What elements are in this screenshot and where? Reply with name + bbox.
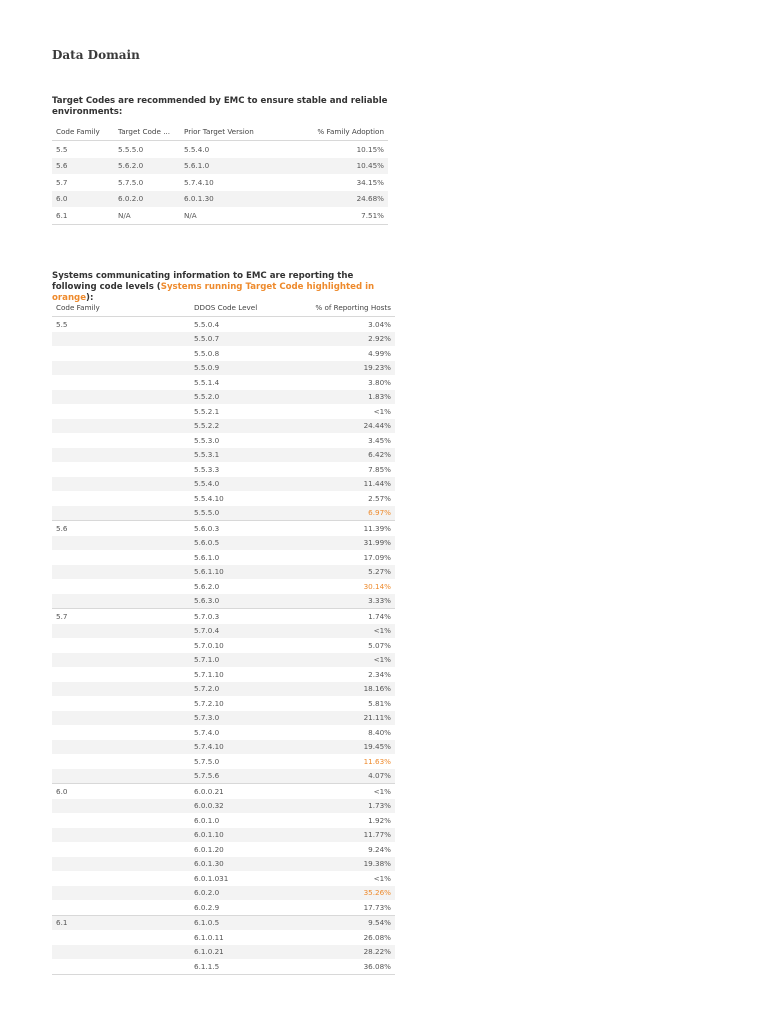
cell-ddos-code-level: 5.5.0.8 xyxy=(194,348,220,358)
cell-reporting-hosts: 17.09% xyxy=(363,552,391,562)
cell-code-family xyxy=(52,653,190,668)
table-row xyxy=(52,565,395,580)
cell-reporting-hosts: 5.07% xyxy=(368,640,391,650)
cell-family-adoption: 34.15% xyxy=(356,177,384,187)
cell-reporting-hosts-target: 11.63% xyxy=(363,756,391,766)
cell-reporting-hosts: 5.81% xyxy=(368,698,391,708)
cell-code-family xyxy=(52,594,190,609)
cell-ddos-code-level: 5.7.4.10 xyxy=(194,742,224,752)
cell-code-family: 5.7 xyxy=(52,609,190,624)
cell-reporting-hosts: 7.85% xyxy=(368,464,391,474)
cell-ddos-code-level: 5.7.4.0 xyxy=(194,727,220,737)
table-row xyxy=(52,682,395,697)
cell-ddos-code-level: 5.7.3.0 xyxy=(194,713,220,723)
cell-ddos-code-level: 5.7.2.10 xyxy=(194,698,224,708)
cell-reporting-hosts: 11.39% xyxy=(288,521,395,536)
cell-reporting-hosts: 1.83% xyxy=(368,392,391,402)
cell-ddos-code-level: 5.7.0.3 xyxy=(190,609,288,624)
cell-reporting-hosts-target: 35.26% xyxy=(363,888,391,898)
cell-code-family xyxy=(52,725,190,740)
table-row xyxy=(52,419,395,434)
cell-ddos-code-level: 5.5.4.0 xyxy=(194,479,220,489)
cell-ddos-code-level: 5.7.0.10 xyxy=(194,640,224,650)
reporting-heading-suffix: ): xyxy=(86,293,94,303)
cell-prior-target-version: 5.5.4.0 xyxy=(184,144,210,154)
target-codes-table xyxy=(52,123,388,225)
reporting-hosts-table xyxy=(52,298,395,975)
cell-ddos-code-level: 6.0.0.21 xyxy=(190,784,288,799)
cell-ddos-code-level: 5.7.1.0 xyxy=(194,655,220,665)
cell-code-family xyxy=(52,711,190,726)
table-row xyxy=(52,609,395,624)
reporting-heading-prefix: Systems communicating information to EMC are reporting the following code levels ( xyxy=(52,271,354,292)
table-row xyxy=(52,491,395,506)
cell-code-family xyxy=(52,419,190,434)
cell-ddos-code-level: 5.5.5.0 xyxy=(194,508,220,518)
table-row xyxy=(52,594,395,609)
target-codes-heading: Target Codes are recommended by EMC to ensure stable and reliable environments: xyxy=(52,96,388,117)
cell-code-family xyxy=(52,579,190,594)
cell-target-code: 5.6.2.0 xyxy=(118,161,144,171)
table-row xyxy=(52,857,395,872)
column-header-code-family: Code Family xyxy=(52,298,190,317)
table-row xyxy=(52,506,395,521)
cell-ddos-code-level: 6.1.0.21 xyxy=(194,947,224,957)
cell-ddos-code-level: 6.0.1.0 xyxy=(194,815,220,825)
table-row xyxy=(52,477,395,492)
cell-reporting-hosts: 3.80% xyxy=(368,377,391,387)
cell-reporting-hosts: 4.07% xyxy=(368,771,391,781)
cell-reporting-hosts: 18.16% xyxy=(363,684,391,694)
cell-reporting-hosts: 6.42% xyxy=(368,450,391,460)
table-header-row xyxy=(52,298,395,317)
cell-code-family xyxy=(52,900,190,915)
reporting-heading-highlight: Systems running Target Code highlighted in orange xyxy=(52,282,375,303)
cell-ddos-code-level: 5.5.2.0 xyxy=(194,392,220,402)
table-row xyxy=(52,207,388,224)
table-row xyxy=(52,317,395,332)
cell-reporting-hosts: 19.38% xyxy=(363,859,391,869)
table-row xyxy=(52,375,395,390)
cell-code-family xyxy=(52,550,190,565)
cell-reporting-hosts: 26.08% xyxy=(363,932,391,942)
table-row xyxy=(52,653,395,668)
cell-reporting-hosts: 9.54% xyxy=(288,915,395,930)
cell-reporting-hosts: 1.73% xyxy=(368,801,391,811)
table-row xyxy=(52,624,395,639)
cell-code-family: 5.7 xyxy=(56,177,68,187)
cell-ddos-code-level: 5.5.3.3 xyxy=(194,464,220,474)
table-row xyxy=(52,799,395,814)
cell-code-family xyxy=(52,871,190,886)
table-row xyxy=(52,871,395,886)
cell-code-family: 6.0 xyxy=(52,784,190,799)
cell-code-family xyxy=(52,332,190,347)
cell-code-family xyxy=(52,565,190,580)
column-header-family-adoption: % Family Adoption xyxy=(298,123,388,141)
cell-reporting-hosts: 31.99% xyxy=(363,538,391,548)
cell-code-family: 6.0 xyxy=(56,194,68,204)
cell-code-family xyxy=(52,491,190,506)
cell-ddos-code-level: 5.5.0.9 xyxy=(194,363,220,373)
cell-code-family xyxy=(52,769,190,784)
table-row xyxy=(52,754,395,769)
cell-reporting-hosts: 11.44% xyxy=(363,479,391,489)
cell-code-family xyxy=(52,945,190,960)
cell-reporting-hosts: 5.27% xyxy=(368,567,391,577)
table-row xyxy=(52,638,395,653)
cell-code-family: 5.5 xyxy=(56,144,68,154)
cell-code-family xyxy=(52,740,190,755)
cell-code-family xyxy=(52,361,190,376)
cell-ddos-code-level: 6.0.1.20 xyxy=(194,844,224,854)
cell-ddos-code-level: 5.6.0.5 xyxy=(194,538,220,548)
cell-reporting-hosts: <1% xyxy=(373,626,391,636)
cell-reporting-hosts: 3.45% xyxy=(368,435,391,445)
cell-reporting-hosts: 11.77% xyxy=(363,830,391,840)
column-header-prior-target-version: Prior Target Version xyxy=(180,123,298,141)
cell-target-code: 6.0.2.0 xyxy=(118,194,144,204)
table-row xyxy=(52,945,395,960)
table-row xyxy=(52,174,388,191)
cell-code-family xyxy=(52,448,190,463)
cell-code-family xyxy=(52,404,190,419)
cell-code-family xyxy=(52,682,190,697)
table-row xyxy=(52,696,395,711)
cell-reporting-hosts: 9.24% xyxy=(368,844,391,854)
cell-code-family xyxy=(52,536,190,551)
table-row xyxy=(52,462,395,477)
cell-ddos-code-level: 6.0.2.0 xyxy=(194,888,220,898)
table-row xyxy=(52,667,395,682)
page-title: Data Domain xyxy=(52,48,140,62)
cell-code-family xyxy=(52,346,190,361)
table-row xyxy=(52,769,395,784)
cell-code-family xyxy=(52,959,190,974)
table-row xyxy=(52,550,395,565)
cell-reporting-hosts: 8.40% xyxy=(368,727,391,737)
cell-reporting-hosts: 1.74% xyxy=(288,609,395,624)
table-row xyxy=(52,390,395,405)
cell-prior-target-version: 5.6.1.0 xyxy=(184,161,210,171)
cell-ddos-code-level: 6.0.1.10 xyxy=(194,830,224,840)
cell-ddos-code-level: 5.7.2.0 xyxy=(194,684,220,694)
table-row xyxy=(52,784,395,799)
cell-ddos-code-level: 6.1.1.5 xyxy=(190,959,288,974)
cell-reporting-hosts: 19.23% xyxy=(363,363,391,373)
cell-ddos-code-level: 6.0.2.9 xyxy=(194,902,220,912)
cell-reporting-hosts: <1% xyxy=(373,655,391,665)
table-row xyxy=(52,536,395,551)
cell-ddos-code-level: 5.7.5.0 xyxy=(194,756,220,766)
cell-ddos-code-level: 5.7.1.10 xyxy=(194,669,224,679)
cell-ddos-code-level: 5.5.4.10 xyxy=(194,493,224,503)
cell-code-family: 6.1 xyxy=(52,915,190,930)
cell-reporting-hosts-target: 30.14% xyxy=(363,581,391,591)
cell-code-family xyxy=(52,667,190,682)
cell-family-adoption: 10.15% xyxy=(356,144,384,154)
cell-reporting-hosts: 19.45% xyxy=(363,742,391,752)
cell-prior-target-version: 6.0.1.30 xyxy=(184,194,214,204)
cell-prior-target-version: N/A xyxy=(180,207,298,224)
cell-ddos-code-level: 5.7.0.4 xyxy=(194,626,220,636)
cell-code-family xyxy=(52,462,190,477)
cell-reporting-hosts: 3.04% xyxy=(288,317,395,332)
table-row xyxy=(52,886,395,901)
cell-code-family xyxy=(52,857,190,872)
table-row xyxy=(52,332,395,347)
cell-reporting-hosts: <1% xyxy=(288,784,395,799)
cell-ddos-code-level: 5.5.0.4 xyxy=(190,317,288,332)
cell-ddos-code-level: 5.6.0.3 xyxy=(190,521,288,536)
cell-ddos-code-level: 5.6.3.0 xyxy=(194,596,220,606)
cell-reporting-hosts: 2.34% xyxy=(368,669,391,679)
cell-ddos-code-level: 6.1.0.5 xyxy=(190,915,288,930)
cell-target-code: N/A xyxy=(114,207,180,224)
cell-target-code: 5.5.5.0 xyxy=(118,144,144,154)
cell-ddos-code-level: 5.5.3.1 xyxy=(194,450,220,460)
cell-code-family xyxy=(52,477,190,492)
column-header-reporting-hosts: % of Reporting Hosts xyxy=(288,298,395,317)
cell-code-family xyxy=(52,842,190,857)
cell-ddos-code-level: 6.0.1.30 xyxy=(194,859,224,869)
cell-family-adoption: 7.51% xyxy=(298,207,388,224)
cell-code-family: 6.1 xyxy=(52,207,114,224)
cell-reporting-hosts: 24.44% xyxy=(363,421,391,431)
cell-reporting-hosts: 1.92% xyxy=(368,815,391,825)
column-header-target-code: Target Code ... xyxy=(114,123,180,141)
cell-code-family xyxy=(52,624,190,639)
cell-reporting-hosts: 4.99% xyxy=(368,348,391,358)
cell-code-family xyxy=(52,754,190,769)
cell-code-family: 5.6 xyxy=(52,521,190,536)
cell-ddos-code-level: 5.6.1.0 xyxy=(194,552,220,562)
cell-code-family xyxy=(52,696,190,711)
cell-reporting-hosts: 28.22% xyxy=(363,947,391,957)
cell-ddos-code-level: 5.5.0.7 xyxy=(194,334,220,344)
table-row xyxy=(52,579,395,594)
cell-code-family xyxy=(52,433,190,448)
cell-ddos-code-level: 5.5.2.2 xyxy=(194,421,220,431)
table-row xyxy=(52,930,395,945)
cell-reporting-hosts: 36.08% xyxy=(288,959,395,974)
cell-target-code: 5.7.5.0 xyxy=(118,177,144,187)
table-row xyxy=(52,725,395,740)
cell-reporting-hosts: 17.73% xyxy=(363,902,391,912)
cell-code-family xyxy=(52,813,190,828)
cell-code-family xyxy=(52,375,190,390)
cell-code-family xyxy=(52,506,190,521)
cell-code-family: 5.6 xyxy=(56,161,68,171)
cell-code-family xyxy=(52,886,190,901)
cell-reporting-hosts: 21.11% xyxy=(363,713,391,723)
table-row xyxy=(52,959,395,974)
table-row xyxy=(52,158,388,175)
cell-code-family xyxy=(52,390,190,405)
cell-prior-target-version: 5.7.4.10 xyxy=(184,177,214,187)
table-row xyxy=(52,191,388,208)
cell-code-family xyxy=(52,930,190,945)
cell-code-family xyxy=(52,828,190,843)
cell-ddos-code-level: 5.6.2.0 xyxy=(194,581,220,591)
cell-reporting-hosts: <1% xyxy=(373,406,391,416)
column-header-code-family: Code Family xyxy=(52,123,114,141)
cell-code-family xyxy=(52,638,190,653)
table-row xyxy=(52,828,395,843)
cell-reporting-hosts: 2.92% xyxy=(368,334,391,344)
cell-ddos-code-level: 6.0.0.32 xyxy=(194,801,224,811)
table-row xyxy=(52,813,395,828)
cell-code-family xyxy=(52,799,190,814)
column-header-ddos-code-level: DDOS Code Level xyxy=(190,298,288,317)
table-row xyxy=(52,842,395,857)
cell-ddos-code-level: 5.5.3.0 xyxy=(194,435,220,445)
cell-family-adoption: 10.45% xyxy=(356,161,384,171)
table-row xyxy=(52,433,395,448)
cell-ddos-code-level: 5.5.1.4 xyxy=(194,377,220,387)
table-row xyxy=(52,740,395,755)
table-header-row xyxy=(52,123,388,141)
table-row xyxy=(52,711,395,726)
cell-reporting-hosts: 2.57% xyxy=(368,493,391,503)
table-row xyxy=(52,141,388,158)
table-row xyxy=(52,521,395,536)
table-row xyxy=(52,361,395,376)
table-row xyxy=(52,915,395,930)
table-row xyxy=(52,900,395,915)
cell-ddos-code-level: 5.6.1.10 xyxy=(194,567,224,577)
table-row xyxy=(52,346,395,361)
cell-reporting-hosts-target: 6.97% xyxy=(368,508,391,518)
cell-ddos-code-level: 5.7.5.6 xyxy=(194,771,220,781)
cell-family-adoption: 24.68% xyxy=(356,194,384,204)
cell-reporting-hosts: <1% xyxy=(373,873,391,883)
cell-ddos-code-level: 5.5.2.1 xyxy=(194,406,220,416)
cell-ddos-code-level: 6.1.0.11 xyxy=(194,932,224,942)
table-row xyxy=(52,448,395,463)
cell-code-family: 5.5 xyxy=(52,317,190,332)
cell-ddos-code-level: 6.0.1.031 xyxy=(194,873,229,883)
table-row xyxy=(52,404,395,419)
cell-reporting-hosts: 3.33% xyxy=(368,596,391,606)
